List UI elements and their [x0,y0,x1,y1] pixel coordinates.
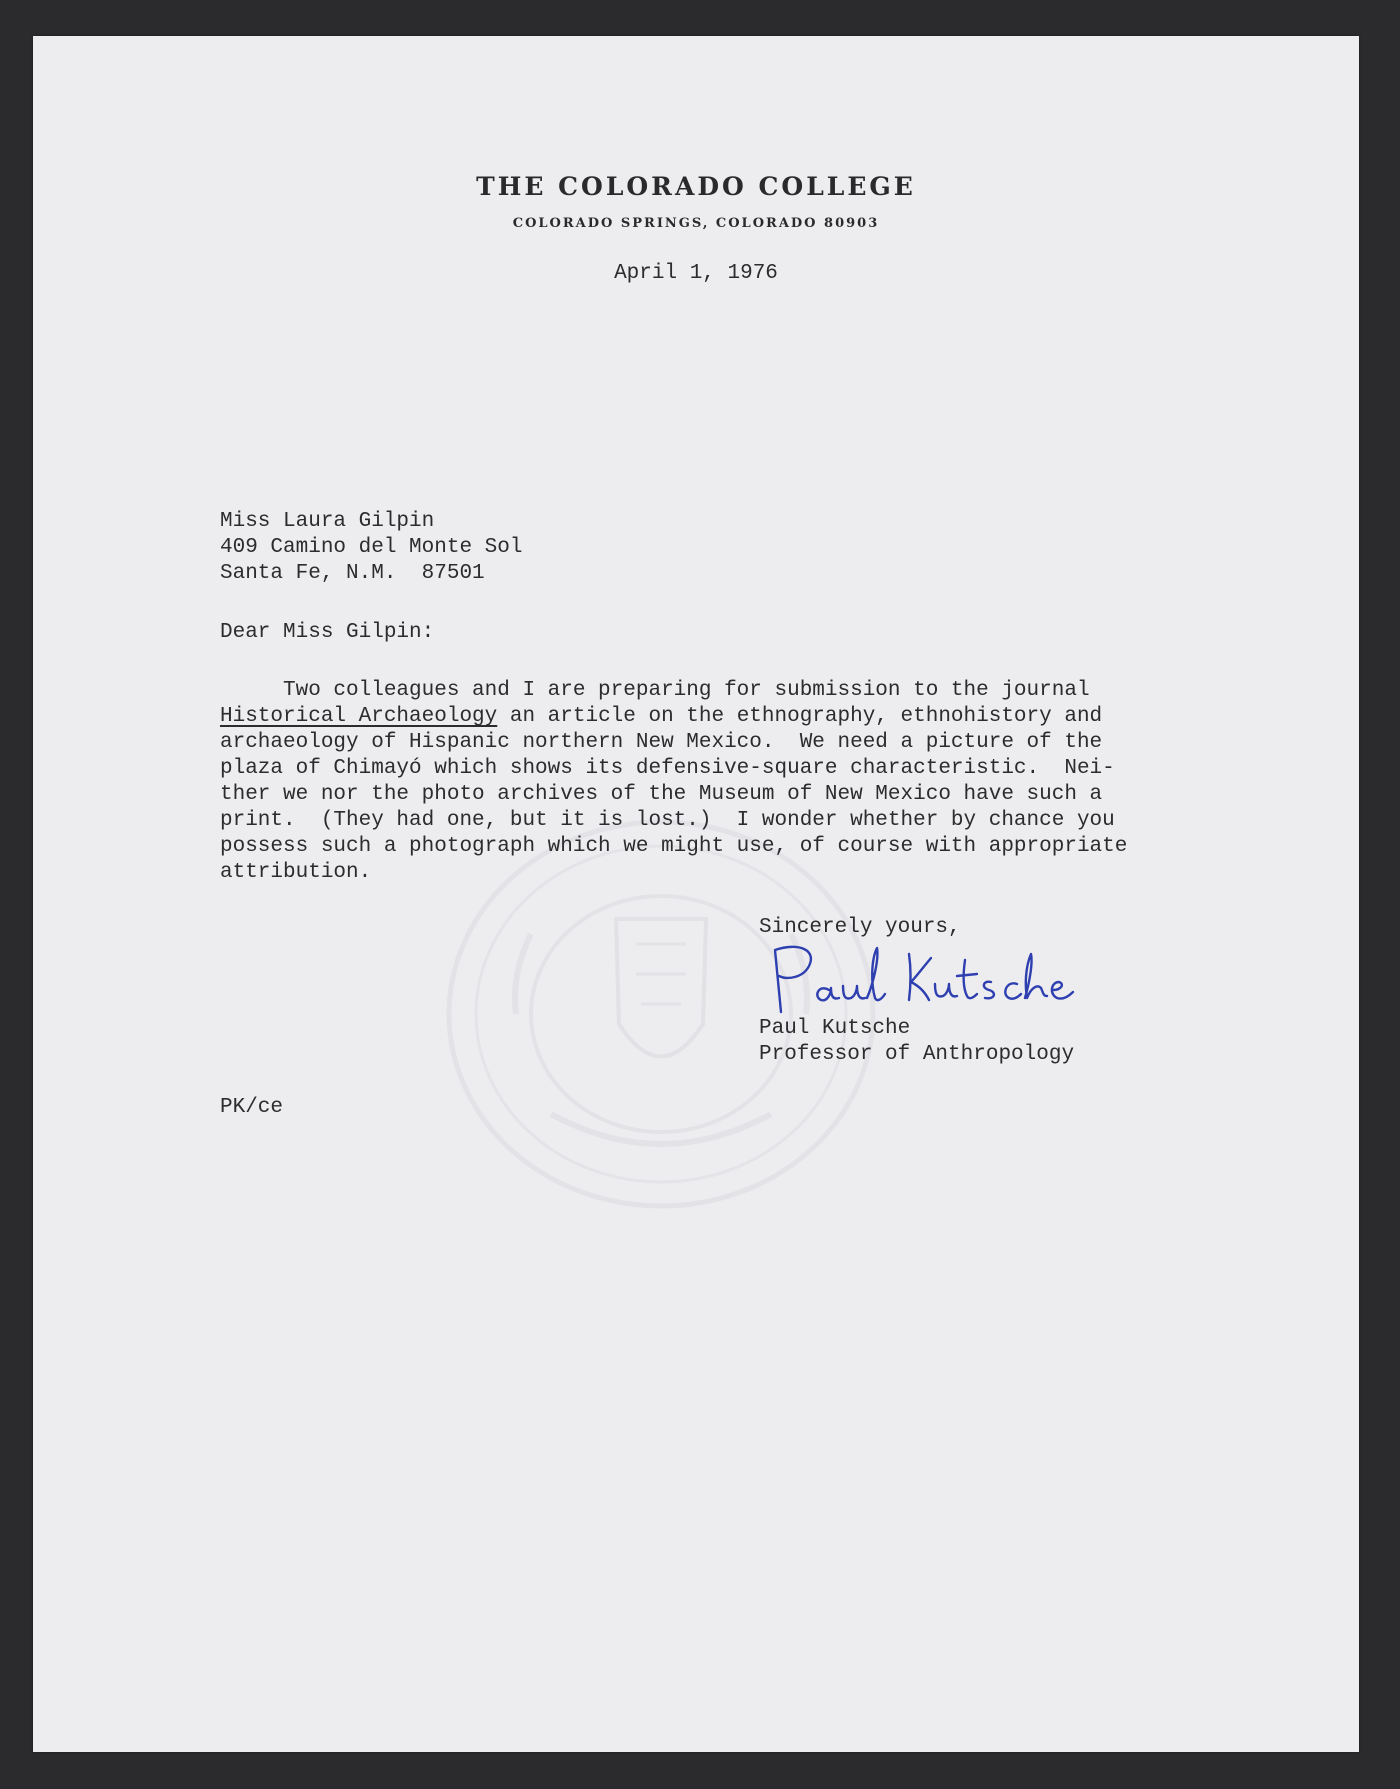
complimentary-close: Sincerely yours, [759,916,961,939]
letterhead-institution: THE COLORADO COLLEGE [476,172,916,201]
journal-title: Historical Archaeology [220,705,498,728]
letter-date: April 1, 1976 [614,262,778,285]
salutation: Dear Miss Gilpin: [220,621,435,644]
body-line: attribution. [220,861,372,884]
recipient-city: Santa Fe, N.M. 87501 [220,562,485,585]
signer-title: Professor of Anthropology [759,1043,1075,1066]
body-line: plaza of Chimayó which shows its defensive-square characteristic. Nei- [220,757,1115,780]
letterhead-address: COLORADO SPRINGS, COLORADO 80903 [512,216,880,231]
recipient-street: 409 Camino del Monte Sol [220,536,523,559]
signer-name: Paul Kutsche [759,1017,911,1040]
handwritten-signature [759,940,1099,1020]
body-line [220,705,1102,728]
body-line: archaeology of Hispanic northern New Mexico. We need a picture of the [220,731,1103,754]
recipient-name: Miss Laura Gilpin [220,510,435,533]
body-line: print. (They had one, but it is lost.) I wonder whether by chance you [220,809,1115,832]
body-line: ther we nor the photo archives of the Museum of New Mexico have such a [220,783,1103,806]
body-line-rest: an article on the ethnography, ethnohistory and [497,705,1103,728]
body-line: Two colleagues and I are preparing for submission to the journal [220,679,1090,702]
letter-sheet [33,36,1359,1752]
body-line: possess such a photograph which we might use, of course with appropriate [220,835,1128,858]
reference-initials: PK/ce [220,1096,284,1119]
